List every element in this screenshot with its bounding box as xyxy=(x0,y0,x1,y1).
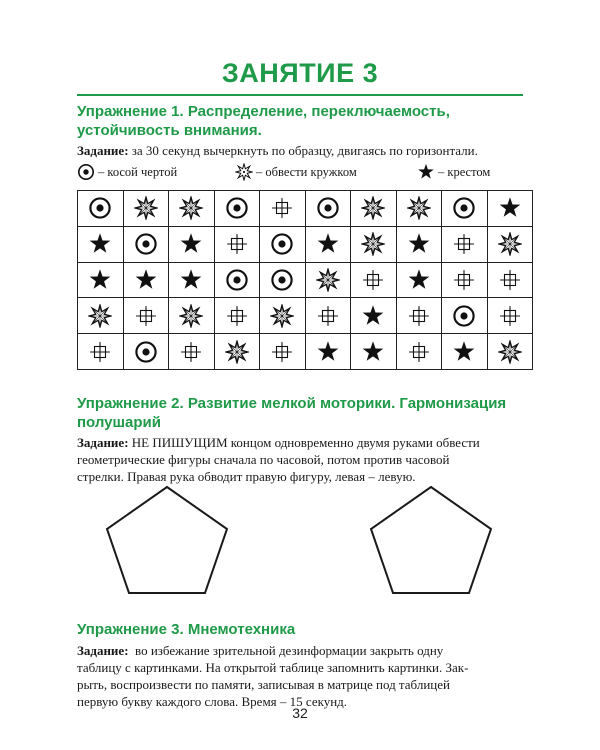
grid-cell[interactable] xyxy=(124,263,170,299)
page-number: 32 xyxy=(292,705,308,721)
grid-cell[interactable] xyxy=(397,334,443,370)
exercise3-task-line1: во избежание зрительной дезинформации закрыть одну xyxy=(135,643,444,658)
bullseye-icon xyxy=(270,232,294,256)
grid-cell[interactable] xyxy=(351,263,397,299)
star-icon xyxy=(417,163,435,181)
exercise2-task-label: Задание: xyxy=(77,435,129,450)
exercise2-task xyxy=(77,434,527,485)
exercise3-heading-text: Упражнение 3. Мнемотехника xyxy=(77,621,296,638)
legend-text-star: – крестом xyxy=(438,164,491,179)
bullseye-icon xyxy=(452,196,476,220)
crosshair-icon xyxy=(408,305,430,327)
grid-cell[interactable] xyxy=(169,191,215,227)
grid-cell[interactable] xyxy=(397,263,443,299)
exercise1-task-label: Задание: xyxy=(77,143,129,158)
star-icon xyxy=(407,268,431,292)
crosshair-icon xyxy=(226,305,248,327)
grid-cell[interactable] xyxy=(488,263,534,299)
crosshair-icon xyxy=(135,305,157,327)
exercise1-task xyxy=(77,142,527,159)
exercise3-task-line3: рыть, воспроизвести по памяти, записывая в матрице под таблицей xyxy=(77,677,450,692)
symbol-grid xyxy=(77,190,533,370)
star-icon xyxy=(134,268,158,292)
grid-cell[interactable] xyxy=(124,191,170,227)
pentagon-figures xyxy=(77,485,527,595)
grid-cell[interactable] xyxy=(351,227,397,263)
starburst-icon xyxy=(270,304,294,328)
legend-text-starburst: – обвести кружком xyxy=(256,164,357,179)
grid-cell[interactable] xyxy=(78,263,124,299)
star-icon xyxy=(179,232,203,256)
bullseye-icon xyxy=(270,268,294,292)
legend-item-bullseye xyxy=(77,162,177,182)
star-icon xyxy=(88,268,112,292)
grid-cell[interactable] xyxy=(306,263,352,299)
exercise1-heading-line2: устойчивость внимания. xyxy=(77,122,262,139)
grid-cell[interactable] xyxy=(351,334,397,370)
grid-cell[interactable] xyxy=(306,334,352,370)
starburst-icon xyxy=(316,268,340,292)
exercise2-task-line3: стрелки. Правая рука обводит правую фигуру, левая – левую. xyxy=(77,469,416,484)
crosshair-icon xyxy=(180,341,202,363)
grid-cell[interactable] xyxy=(397,298,443,334)
crosshair-icon xyxy=(362,269,384,291)
crosshair-icon xyxy=(317,305,339,327)
crosshair-icon xyxy=(499,269,521,291)
legend-item-starburst xyxy=(235,162,357,182)
symbol-legend xyxy=(77,162,527,182)
grid-cell[interactable] xyxy=(78,298,124,334)
starburst-icon xyxy=(498,340,522,364)
exercise3-task xyxy=(77,642,527,710)
exercise3-task-label: Задание: xyxy=(77,643,129,658)
starburst-icon xyxy=(361,232,385,256)
grid-cell[interactable] xyxy=(78,227,124,263)
crosshair-icon xyxy=(408,341,430,363)
starburst-icon xyxy=(179,196,203,220)
grid-cell[interactable] xyxy=(169,298,215,334)
exercise2-task-line2: геометрические фигуры сначала по часовой, потом против часовой xyxy=(77,452,450,467)
crosshair-icon xyxy=(453,233,475,255)
star-icon xyxy=(498,196,522,220)
starburst-icon xyxy=(407,196,431,220)
page-title: ЗАНЯТИЕ 3 xyxy=(221,58,379,88)
legend-item-star xyxy=(417,162,490,182)
grid-cell[interactable] xyxy=(124,298,170,334)
crosshair-icon xyxy=(453,269,475,291)
grid-cell[interactable] xyxy=(124,227,170,263)
crosshair-icon xyxy=(271,197,293,219)
grid-cell[interactable] xyxy=(306,298,352,334)
grid-cell[interactable] xyxy=(488,227,534,263)
crosshair-icon xyxy=(499,305,521,327)
grid-cell[interactable] xyxy=(306,227,352,263)
grid-cell[interactable] xyxy=(124,334,170,370)
crosshair-icon xyxy=(271,341,293,363)
bullseye-icon xyxy=(452,304,476,328)
grid-cell[interactable] xyxy=(169,227,215,263)
left-pentagon[interactable] xyxy=(107,487,227,593)
starburst-icon xyxy=(134,196,158,220)
grid-cell[interactable] xyxy=(442,298,488,334)
exercise3-task-line2: таблицу с картинками. На открытой таблице запомнить картинки. Зак- xyxy=(77,660,469,675)
grid-cell[interactable] xyxy=(397,227,443,263)
legend-text-bullseye: – косой чертой xyxy=(98,164,178,179)
grid-cell[interactable] xyxy=(215,334,261,370)
grid-cell[interactable] xyxy=(78,191,124,227)
star-icon xyxy=(361,340,385,364)
bullseye-icon xyxy=(88,196,112,220)
grid-cell[interactable] xyxy=(215,227,261,263)
right-pentagon[interactable] xyxy=(371,487,491,593)
grid-cell[interactable] xyxy=(260,263,306,299)
star-icon xyxy=(179,268,203,292)
grid-cell[interactable] xyxy=(488,191,534,227)
grid-cell[interactable] xyxy=(442,263,488,299)
grid-cell[interactable] xyxy=(442,227,488,263)
bullseye-icon xyxy=(225,196,249,220)
grid-cell[interactable] xyxy=(442,334,488,370)
title-divider xyxy=(77,94,523,96)
grid-cell[interactable] xyxy=(169,334,215,370)
grid-cell[interactable] xyxy=(488,298,534,334)
grid-cell[interactable] xyxy=(78,334,124,370)
star-icon xyxy=(88,232,112,256)
grid-cell[interactable] xyxy=(442,191,488,227)
starburst-icon xyxy=(235,163,253,181)
starburst-icon xyxy=(179,304,203,328)
crosshair-icon xyxy=(226,233,248,255)
exercise2-heading xyxy=(77,394,517,432)
bullseye-icon xyxy=(225,268,249,292)
starburst-icon xyxy=(225,340,249,364)
grid-cell[interactable] xyxy=(215,263,261,299)
star-icon xyxy=(452,340,476,364)
starburst-icon xyxy=(361,196,385,220)
starburst-icon xyxy=(88,304,112,328)
grid-cell[interactable] xyxy=(215,191,261,227)
exercise2-heading-line1: Упражнение 2. Развитие мелкой моторики. Гармонизация xyxy=(77,395,507,412)
bullseye-icon xyxy=(77,163,95,181)
grid-cell[interactable] xyxy=(260,334,306,370)
grid-cell[interactable] xyxy=(169,263,215,299)
exercise1-heading xyxy=(77,102,457,140)
exercise2-heading-line2: полушарий xyxy=(77,414,161,431)
grid-cell[interactable] xyxy=(215,298,261,334)
exercise3-heading xyxy=(77,620,457,639)
bullseye-icon xyxy=(316,196,340,220)
grid-cell[interactable] xyxy=(351,191,397,227)
star-icon xyxy=(407,232,431,256)
star-icon xyxy=(316,340,340,364)
grid-cell[interactable] xyxy=(260,191,306,227)
grid-cell[interactable] xyxy=(260,298,306,334)
bullseye-icon xyxy=(134,232,158,256)
grid-cell[interactable] xyxy=(488,334,534,370)
exercise2-task-line1: НЕ ПИШУЩИМ концом одновременно двумя руками обвести xyxy=(131,435,480,450)
bullseye-icon xyxy=(134,340,158,364)
exercise3-task-line4: первую букву каждого слова. Время – 15 секунд. xyxy=(77,694,348,709)
grid-cell[interactable] xyxy=(260,227,306,263)
exercise1-task-text: за 30 секунд вычеркнуть по образцу, двигаясь по горизонтали. xyxy=(131,143,478,158)
crosshair-icon xyxy=(89,341,111,363)
grid-cell[interactable] xyxy=(306,191,352,227)
grid-cell[interactable] xyxy=(397,191,443,227)
grid-cell[interactable] xyxy=(351,298,397,334)
star-icon xyxy=(316,232,340,256)
star-icon xyxy=(361,304,385,328)
starburst-icon xyxy=(498,232,522,256)
exercise1-heading-line1: Упражнение 1. Распределение, переключаемость, xyxy=(77,103,450,120)
